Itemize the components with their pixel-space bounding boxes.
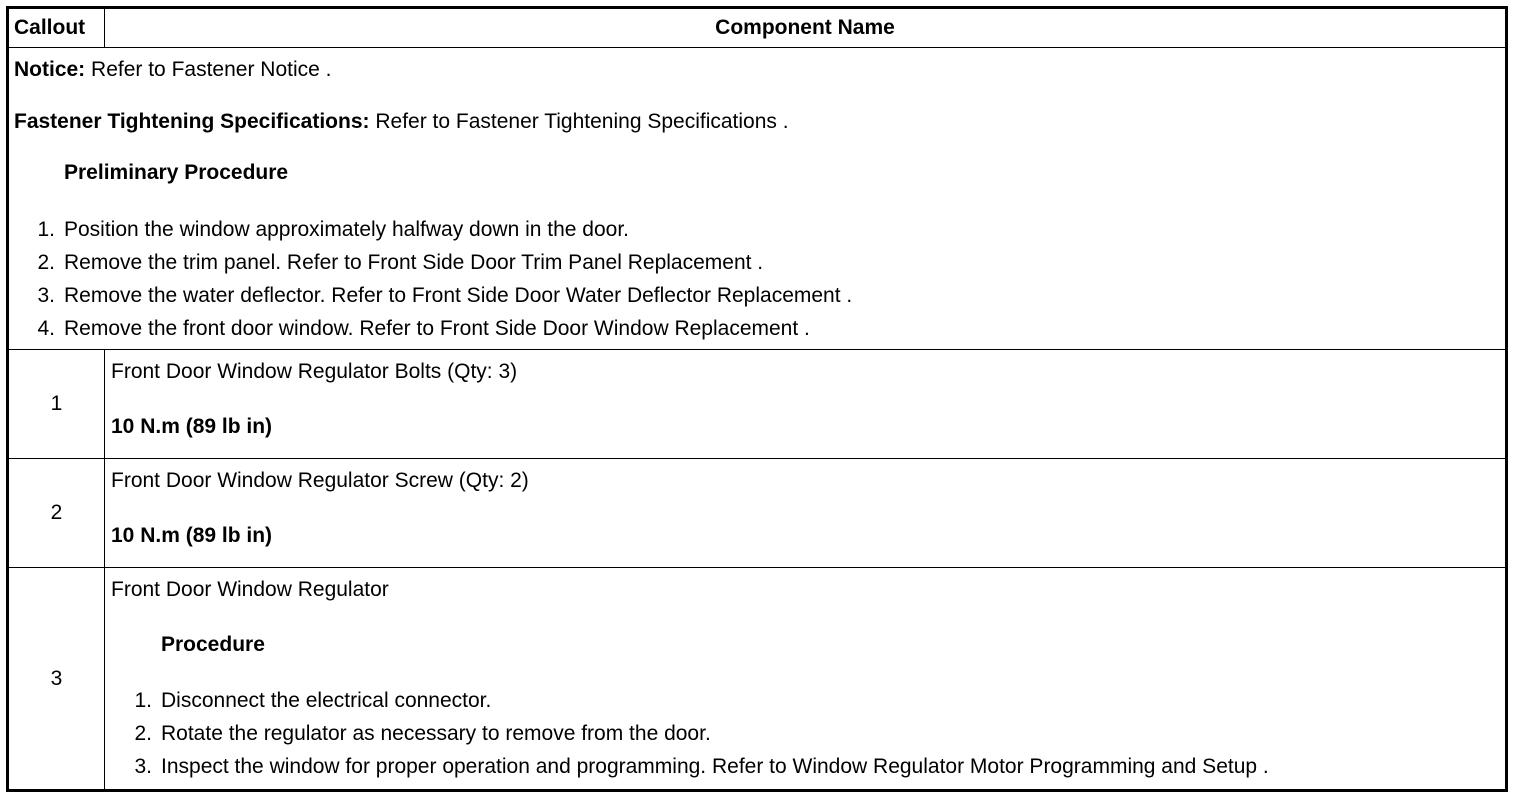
callout-number: 3 bbox=[8, 568, 105, 791]
fastener-spec-label: Fastener Tightening Specifications: bbox=[14, 110, 370, 133]
table-row bbox=[8, 459, 1507, 568]
step-text: Rotate the regulator as necessary to remove from the door. bbox=[161, 722, 711, 745]
step-text: Position the window approximately halfway down in the door. bbox=[64, 218, 629, 241]
list-item bbox=[111, 684, 1499, 717]
step-number: 1. bbox=[37, 218, 55, 241]
step-text: Remove the front door window. Refer to Front Side Door Window Replacement . bbox=[64, 317, 810, 340]
component-name: Front Door Window Regulator bbox=[111, 578, 389, 601]
callout-header: Callout bbox=[8, 8, 105, 48]
step-text: Inspect the window for proper operation and programming. Refer to Window Regulator Motor Programming and Setup . bbox=[161, 755, 1269, 778]
component-name-header: Component Name bbox=[105, 8, 1507, 48]
list-item bbox=[111, 717, 1499, 750]
preliminary-section bbox=[8, 48, 1507, 350]
callout-number: 1 bbox=[8, 350, 105, 459]
step-number: 3. bbox=[37, 284, 55, 307]
step-text: Disconnect the electrical connector. bbox=[161, 689, 492, 712]
list-item bbox=[14, 213, 1499, 246]
step-number: 3. bbox=[134, 755, 152, 778]
notice bbox=[14, 56, 1499, 84]
list-item bbox=[14, 246, 1499, 279]
fastener-spec-text: Refer to Fastener Tightening Specifications . bbox=[375, 110, 789, 133]
notice-text: Refer to Fastener Notice . bbox=[91, 58, 332, 81]
component-cell bbox=[105, 350, 1507, 459]
header-row bbox=[8, 8, 1507, 48]
procedure-steps bbox=[111, 684, 1499, 783]
table-row bbox=[8, 568, 1507, 791]
component-name: Front Door Window Regulator Screw (Qty: 2) bbox=[111, 469, 529, 492]
step-number: 1. bbox=[134, 689, 152, 712]
component-cell bbox=[105, 568, 1507, 791]
torque-spec: 10 N.m (89 lb in) bbox=[111, 415, 273, 438]
table-row bbox=[8, 350, 1507, 459]
callout-number: 2 bbox=[8, 459, 105, 568]
step-text: Remove the trim panel. Refer to Front Side Door Trim Panel Replacement . bbox=[64, 251, 764, 274]
step-number: 4. bbox=[37, 317, 55, 340]
notice-label: Notice: bbox=[14, 58, 86, 81]
component-table bbox=[6, 6, 1508, 792]
procedure-title: Procedure bbox=[161, 633, 265, 656]
list-item bbox=[111, 750, 1499, 783]
torque-spec: 10 N.m (89 lb in) bbox=[111, 524, 273, 547]
component-name: Front Door Window Regulator Bolts (Qty: 3) bbox=[111, 360, 518, 383]
preliminary-steps bbox=[14, 213, 1499, 345]
step-number: 2. bbox=[37, 251, 55, 274]
step-text: Remove the water deflector. Refer to Front Side Door Water Deflector Replacement . bbox=[64, 284, 853, 307]
fastener-spec bbox=[14, 108, 1499, 136]
step-number: 2. bbox=[134, 722, 152, 745]
list-item bbox=[14, 279, 1499, 312]
component-cell bbox=[105, 459, 1507, 568]
preliminary-procedure-title: Preliminary Procedure bbox=[64, 161, 289, 184]
list-item bbox=[14, 312, 1499, 345]
preliminary-row bbox=[8, 48, 1507, 350]
